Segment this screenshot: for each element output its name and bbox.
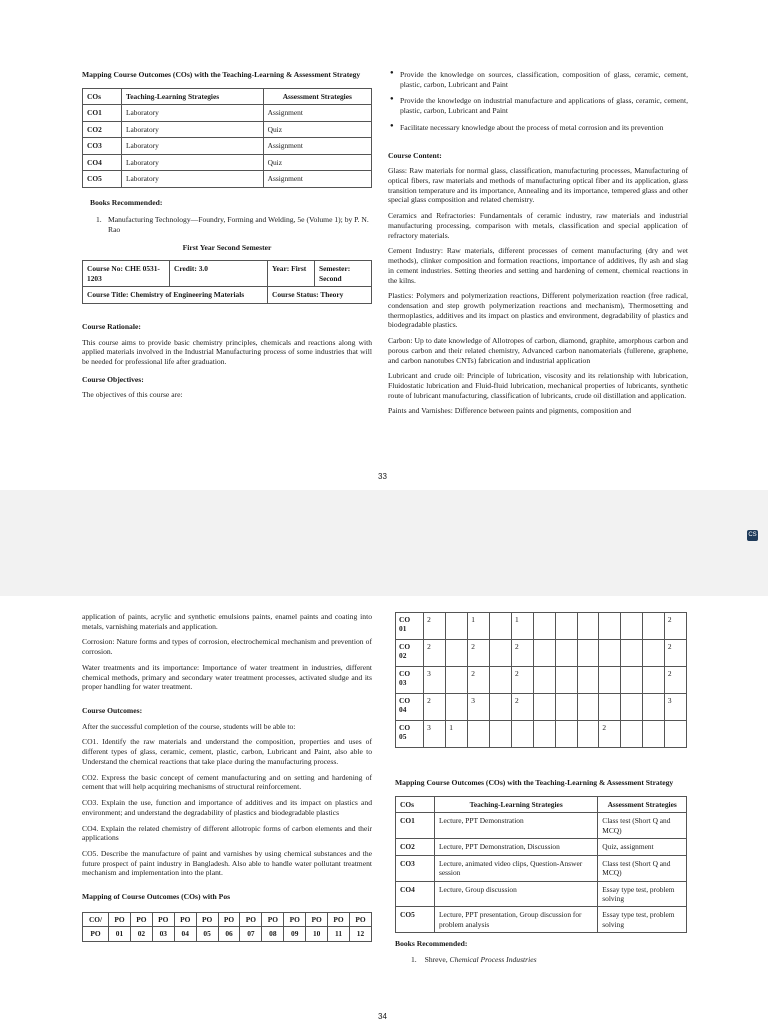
- cell: Essay type test, problem solving: [598, 881, 687, 907]
- co-label-bottom: 02: [399, 651, 407, 661]
- header-teaching: Teaching-Learning Strategies: [435, 796, 598, 812]
- semester: Semester: Second: [315, 261, 372, 287]
- co-label-top: CO: [399, 642, 411, 651]
- matrix-cell: [621, 667, 643, 694]
- outcome-item: CO5. Describe the manufacture of paint and varnishes by using chemical substances and the future prospect of paint industry in Bangladesh. Also able to handle water pollutant treatment mechanism and implementation into the plant.: [82, 848, 372, 878]
- header-cos: COs: [83, 88, 122, 104]
- content-paragraph: Carbon: Up to date knowledge of Allotropes of carbon, diamond, graphite, amorphous carbon and porous carbon and their related chemistry, Advanced carbon nanomaterials (fullerene, graphene, and carbon nanotubes CNTs) fabrication and industrial application: [388, 336, 688, 365]
- mapping-table: [82, 88, 372, 188]
- outcome-item: CO2. Express the basic concept of cement manufacturing and on setting and hardening of cement that will help acquiring mechanisms of structural reinforcement.: [82, 772, 372, 792]
- table-row: [396, 640, 687, 667]
- matrix-cell: [490, 721, 512, 748]
- table-row: [83, 171, 372, 187]
- content-paragraph: Corrosion: Nature forms and types of corrosion, electrochemical mechanism and prevention of corrosion.: [82, 637, 372, 657]
- course-title: Course Title: Chemistry of Engineering Materials: [83, 287, 268, 303]
- cs-badge-icon: CS: [747, 530, 758, 541]
- page-number-34: 34: [378, 1012, 387, 1021]
- rationale-text: This course aims to provide basic chemistry principles, chemicals and reactions along with applied materials involved in the Industrial Manufacturing process of some industries that will be needed for professional life after graduation.: [82, 337, 372, 366]
- matrix-cell: [534, 721, 556, 748]
- content-paragraph: Ceramics and Refractories: Fundamentals of ceramic industry, raw materials and industrial manufacturing processing, comparison with metals, classification and special application of refractory materials.: [388, 211, 688, 240]
- rationale-title: Course Rationale:: [82, 321, 141, 331]
- objective-bullet: ● Facilitate necessary knowledge about the process of metal corrosion and its prevention: [388, 123, 688, 133]
- po-header-cell: 12: [350, 927, 372, 941]
- year: Year: First: [268, 261, 315, 287]
- content-paragraph: Cement Industry: Raw materials, different processes of cement manufacturing (dry and wet methods), clinker composition and formation reactions, importance of additives, fly ash and slag in cement industries. Setting theories and setting and hardening of cement, chemical reactions in the kilns.: [388, 246, 688, 285]
- cell: Class test (Short Q and MCQ): [598, 813, 687, 839]
- table-row: [396, 613, 687, 640]
- co-label-bottom: 05: [399, 732, 407, 742]
- matrix-cell: [621, 694, 643, 721]
- cell: Lecture, PPT presentation, Group discussion for problem analysis: [435, 907, 598, 933]
- matrix-cell: 1: [446, 721, 468, 748]
- po-header-cell: PO: [328, 912, 350, 926]
- matrix-cell: 2: [468, 667, 490, 694]
- cell: Assignment: [263, 105, 371, 121]
- po-header-cell: PO: [218, 912, 240, 926]
- po-header-cell: 09: [284, 927, 306, 941]
- book-item: [411, 955, 687, 965]
- outcome-item: CO3. Explain the use, function and importance of additives and its impact on plastics and environment; and understand the degradability of plastics and biodegradable plastics: [82, 798, 372, 817]
- cell: Lecture, PPT Demonstration, Discussion: [435, 839, 598, 855]
- matrix-cell: [664, 721, 686, 748]
- cell: CO5: [396, 907, 435, 933]
- matrix-cell: 3: [424, 721, 446, 748]
- matrix-cell: 2: [424, 640, 446, 667]
- course-info-table: [82, 260, 372, 303]
- matrix-cell: [446, 667, 468, 694]
- matrix-cell: 1: [468, 613, 490, 640]
- co-row-label: [396, 613, 424, 640]
- po-header-cell: PO: [196, 912, 218, 926]
- table-row: [396, 881, 687, 907]
- matrix-cell: [490, 613, 512, 640]
- mapping-table: [395, 796, 687, 934]
- cell: CO4: [83, 154, 122, 170]
- matrix-cell: [534, 667, 556, 694]
- matrix-cell: 2: [664, 613, 686, 640]
- table-row: [396, 813, 687, 839]
- matrix-cell: [534, 613, 556, 640]
- outcome-item: CO4. Explain the related chemistry of different allotropic forms of carbon elements and their applications: [82, 823, 372, 843]
- po-header-cell: 03: [152, 927, 174, 941]
- po-header-cell: 06: [218, 927, 240, 941]
- po-header-cell: 11: [328, 927, 350, 941]
- cell: Quiz: [263, 121, 371, 137]
- cell: CO5: [83, 171, 122, 187]
- table-row: [83, 121, 372, 137]
- matrix-cell: [577, 721, 599, 748]
- po-header-cell: 05: [196, 927, 218, 941]
- book-title: Chemical Process Industries: [449, 955, 537, 965]
- cell: Essay type test, problem solving: [598, 907, 687, 933]
- cell: CO1: [396, 813, 435, 839]
- credit: Credit: 3.0: [170, 261, 268, 287]
- matrix-cell: [534, 694, 556, 721]
- matrix-cell: [621, 721, 643, 748]
- table-row: [396, 855, 687, 881]
- objective-bullet: ● Provide the knowledge on sources, classification, composition of glass, ceramic, cement, plastic, carbon, Lubricant and Paint: [388, 70, 688, 89]
- course-no: Course No: CHE 0531-1203: [83, 261, 170, 287]
- po-header-cell: PO: [130, 912, 152, 926]
- matrix-cell: [555, 694, 577, 721]
- outcome-item: CO1. Identify the raw materials and understand the composition, properties and uses of different types of glass, ceramic, cement, plastic, carbon, Lubricant and Paint, also able to Understand the chemical reactions that take place during the manufacturing process.: [82, 737, 372, 766]
- cell: Lecture, PPT Demonstration: [435, 813, 598, 839]
- books-title: Books Recommended:: [90, 197, 163, 207]
- matrix-cell: 2: [468, 640, 490, 667]
- table-row: [83, 261, 372, 287]
- cell: Assignment: [263, 171, 371, 187]
- table-row: [83, 154, 372, 170]
- po-header-cell: PO: [83, 927, 109, 941]
- co-row-label: [396, 694, 424, 721]
- po-header-cell: PO: [240, 912, 262, 926]
- table-row: [83, 287, 372, 303]
- po-header-cell: 08: [262, 927, 284, 941]
- co-label-top: CO: [399, 696, 411, 705]
- matrix-cell: [490, 640, 512, 667]
- matrix-cell: [643, 640, 665, 667]
- matrix-cell: 1: [512, 613, 534, 640]
- book-number: 1.: [96, 215, 102, 225]
- po-mapping-title: Mapping of Course Outcomes (COs) with Pos: [82, 892, 231, 902]
- matrix-cell: [490, 667, 512, 694]
- co-row-label: [396, 667, 424, 694]
- matrix-cell: [446, 613, 468, 640]
- table-row: [396, 694, 687, 721]
- table-header-row: [396, 796, 687, 812]
- matrix-cell: [643, 721, 665, 748]
- matrix-cell: [555, 640, 577, 667]
- books-title: Books Recommended:: [395, 939, 468, 949]
- content-paragraph: application of paints, acrylic and synthetic emulsions paints, enamel paints and coating into metals, varnishing materials and application.: [82, 612, 372, 631]
- cell: Laboratory: [122, 121, 264, 137]
- matrix-cell: [599, 640, 621, 667]
- semester-heading: First Year Second Semester: [182, 242, 272, 252]
- matrix-cell: 2: [664, 640, 686, 667]
- table-header-row: [83, 88, 372, 104]
- header-assessment: Assessment Strategies: [598, 796, 687, 812]
- table-row: [396, 907, 687, 933]
- objectives-intro: The objectives of this course are:: [82, 390, 183, 400]
- co-label-top: CO: [399, 723, 411, 732]
- header-cos: COs: [396, 796, 435, 812]
- cell: Laboratory: [122, 154, 264, 170]
- po-header-cell: CO/: [83, 912, 109, 926]
- header-assessment: Assessment Strategies: [263, 88, 371, 104]
- matrix-cell: 3: [468, 694, 490, 721]
- co-row-label: [396, 640, 424, 667]
- cell: CO2: [396, 839, 435, 855]
- cell: Laboratory: [122, 105, 264, 121]
- co-label-top: CO: [399, 669, 411, 678]
- co-label-bottom: 01: [399, 624, 407, 634]
- matrix-cell: [621, 640, 643, 667]
- co-row-label: [396, 721, 424, 748]
- table-header-row: [83, 927, 372, 941]
- cell: CO3: [83, 138, 122, 154]
- po-header-cell: PO: [174, 912, 196, 926]
- po-header-cell: PO: [262, 912, 284, 926]
- cell: Quiz, assignment: [598, 839, 687, 855]
- matrix-cell: 3: [664, 694, 686, 721]
- po-header-table: [82, 912, 372, 942]
- book-number: 1.: [411, 955, 417, 965]
- po-header-cell: 07: [240, 927, 262, 941]
- co-label-bottom: 03: [399, 678, 407, 688]
- content-paragraph: Glass: Raw materials for normal glass, classification, manufacturing processes, Manufacturing of optical fibers, raw materials and methods of manufacturing optical fiber and its application, glass transition temperature and its importance, Annealing and its importance, tempered glass and other special glass composition and related chemistry.: [388, 166, 688, 205]
- course-status: Course Status: Theory: [268, 287, 372, 303]
- table-row: [396, 721, 687, 748]
- matrix-cell: [643, 613, 665, 640]
- co-label-bottom: 04: [399, 705, 407, 715]
- page33-left-column: [82, 70, 372, 406]
- content-paragraph: Water treatments and its importance: Importance of water treatment in industries, different chemical methods, primary and secondary water treatment processes, activated sludge and its proper handling for water treatment.: [82, 662, 372, 692]
- matrix-cell: [577, 667, 599, 694]
- header-teaching: Teaching-Learning Strategies: [122, 88, 264, 104]
- table-header-row: [83, 912, 372, 926]
- cell: CO2: [83, 121, 122, 137]
- matrix-cell: 2: [664, 667, 686, 694]
- matrix-cell: [643, 694, 665, 721]
- content-paragraph: Lubricant and crude oil: Principle of lubrication, viscosity and its relationship with lubrication, Fluidostatic lubrication and Fluid-fluid lubrication, mechanical properties of lubricants, synthetic route of lubricant manufacturing, classification of lubricants, crude oil distillation and application.: [388, 371, 688, 400]
- content-title: Course Content:: [388, 150, 442, 160]
- page34-left-column: [82, 612, 372, 942]
- mapping-title: Mapping Course Outcomes (COs) with the Teaching-Learning & Assessment Strategy: [82, 70, 361, 79]
- matrix-cell: [555, 667, 577, 694]
- po-header-cell: PO: [350, 912, 372, 926]
- matrix-cell: [446, 694, 468, 721]
- outcomes-intro: After the successful completion of the course, students will be able to:: [82, 721, 296, 731]
- content-paragraph: Paints and Varnishes: Difference between paints and pigments, composition and: [388, 406, 632, 416]
- co-po-matrix: [395, 612, 687, 748]
- po-header-cell: PO: [152, 912, 174, 926]
- matrix-cell: [621, 613, 643, 640]
- cell: CO4: [396, 881, 435, 907]
- matrix-cell: [577, 694, 599, 721]
- page-number-33: 33: [378, 472, 387, 481]
- matrix-cell: [577, 640, 599, 667]
- cell: CO3: [396, 855, 435, 881]
- page34-right-column: [395, 612, 687, 965]
- page-gap: [0, 490, 768, 596]
- matrix-cell: [555, 613, 577, 640]
- cell: Quiz: [263, 154, 371, 170]
- po-header-cell: PO: [306, 912, 328, 926]
- po-header-cell: 02: [130, 927, 152, 941]
- mapping-title: Mapping Course Outcomes (COs) with the Teaching-Learning & Assessment Strategy: [395, 778, 674, 787]
- table-row: [396, 839, 687, 855]
- cell: Laboratory: [122, 171, 264, 187]
- matrix-cell: 2: [512, 694, 534, 721]
- matrix-cell: [599, 667, 621, 694]
- book-author: Shreve,: [424, 955, 450, 965]
- matrix-cell: 3: [424, 667, 446, 694]
- po-header-cell: 04: [174, 927, 196, 941]
- matrix-cell: 2: [512, 640, 534, 667]
- cell: CO1: [83, 105, 122, 121]
- po-header-cell: PO: [284, 912, 306, 926]
- book-text: Manufacturing Technology—Foundry, Forming and Welding, 5e (Volume 1); by P. N. Rao: [108, 215, 369, 234]
- matrix-cell: 2: [599, 721, 621, 748]
- matrix-cell: [599, 694, 621, 721]
- table-row: [396, 667, 687, 694]
- outcomes-title: Course Outcomes:: [82, 706, 143, 716]
- cell: Lecture, animated video clips, Question-Answer session: [435, 855, 598, 881]
- objective-bullet: ● Provide the knowledge on industrial manufacture and applications of glass, ceramic, cement, plastic, carbon, Lubricant and Paint: [388, 96, 688, 115]
- cell: Lecture, Group discussion: [435, 881, 598, 907]
- matrix-cell: [446, 640, 468, 667]
- book-item: [96, 215, 372, 234]
- matrix-cell: [468, 721, 490, 748]
- table-row: [83, 138, 372, 154]
- matrix-cell: [512, 721, 534, 748]
- po-header-cell: PO: [109, 912, 131, 926]
- po-header-cell: 10: [306, 927, 328, 941]
- matrix-cell: [534, 640, 556, 667]
- objectives-title: Course Objectives:: [82, 374, 144, 384]
- matrix-cell: [643, 667, 665, 694]
- matrix-cell: 2: [424, 613, 446, 640]
- po-header-cell: 01: [109, 927, 131, 941]
- table-row: [83, 105, 372, 121]
- co-label-top: CO: [399, 615, 411, 624]
- matrix-cell: [555, 721, 577, 748]
- matrix-cell: 2: [512, 667, 534, 694]
- cell: Laboratory: [122, 138, 264, 154]
- cell: Assignment: [263, 138, 371, 154]
- matrix-cell: [599, 613, 621, 640]
- matrix-cell: [490, 694, 512, 721]
- content-paragraph: Plastics: Polymers and polymerization reactions, Different polymerization reaction (free radical, condensation and step growth polymerization reactions and mechanism), Thermosetting and thermoplastics, additives and its impact on plastics and environment, degradability of plastics and biodegradable plastics.: [388, 291, 688, 330]
- matrix-cell: [577, 613, 599, 640]
- cell: Class test (Short Q and MCQ): [598, 855, 687, 881]
- matrix-cell: 2: [424, 694, 446, 721]
- page33-right-column: [388, 70, 688, 422]
